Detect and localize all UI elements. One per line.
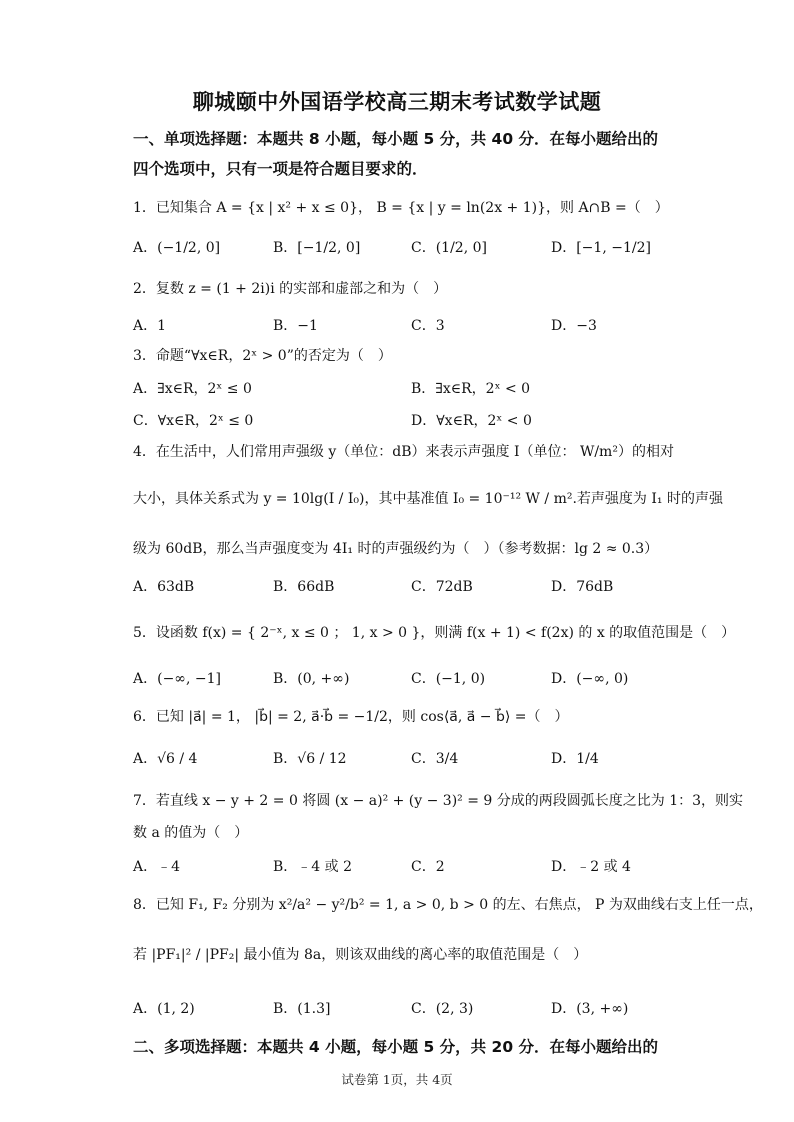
option-d: D．76dB	[551, 579, 614, 595]
section-1-heading	[133, 124, 678, 184]
option-a: A．(1, 2)	[133, 1001, 195, 1017]
option-c: C．(−1, 0)	[411, 671, 486, 687]
question-3-stem: 3．命题“∀x∈R，2ˣ > 0”的否定为（ ）	[133, 348, 392, 364]
question-1-stem: 1．已知集合 A = {x | x² + x ≤ 0}， B = {x | y = ln(2x + 1)}，则 A∩B =（ ）	[133, 200, 669, 216]
question-8-options	[133, 994, 678, 1024]
section-2-heading	[133, 1032, 678, 1062]
option-a: A．(−∞, −1]	[133, 671, 221, 687]
option-d: D．(−∞, 0)	[551, 671, 629, 687]
option-b: B．∃x∈R，2ˣ < 0	[411, 381, 531, 397]
option-c: C．∀x∈R，2ˣ ≤ 0	[133, 413, 254, 429]
option-c: C．3/4	[411, 751, 459, 767]
option-b: B．−1	[273, 318, 318, 334]
option-d: D．1/4	[551, 751, 599, 767]
option-b: B．(0, +∞)	[273, 671, 350, 687]
option-c: C．2	[411, 859, 445, 875]
question-4-stem-line-1: 4．在生活中，人们常用声强级 y（单位：dB）来表示声强度 I（单位： W/m²）的相对	[133, 444, 674, 460]
question-8-stem-line-2: 若 |PF₁|² / |PF₂| 最小值为 8a，则该双曲线的离心率的取值范围是（ ）	[133, 947, 588, 963]
question-6-stem: 6．已知 |a⃗| = 1， |b⃗| = 2, a⃗·b⃗ = −1/2，则 cos⟨a⃗, a⃗ − b⃗⟩ =（ ）	[133, 709, 569, 725]
page-title: 聊城颐中外国语学校高三期末考试数学试题	[192, 90, 602, 114]
option-d: D．∀x∈R，2ˣ < 0	[411, 413, 532, 429]
option-b: B．√6 / 12	[273, 751, 347, 767]
option-c: C．(2, 3)	[411, 1001, 474, 1017]
option-b: B．[−1/2, 0]	[273, 240, 361, 256]
question-7-options	[133, 852, 678, 882]
question-4-stem-line-2: 大小，具体关系式为 y = 10lg(I / I₀)，其中基准值 I₀ = 10⁻¹² W / m².若声强度为 I₁ 时的声强	[133, 491, 723, 507]
question-1-options	[133, 233, 678, 263]
question-2-options	[133, 311, 678, 341]
question-3-options-row-2	[133, 406, 678, 436]
option-c: C．3	[411, 318, 445, 334]
option-a: A．(−1/2, 0]	[133, 240, 221, 256]
question-7-stem-line-2: 数 a 的值为（ ）	[133, 825, 249, 841]
option-b: B．66dB	[273, 579, 335, 595]
question-6-options	[133, 744, 678, 774]
question-5-stem: 5．设函数 f(x) = { 2⁻ˣ, x ≤ 0 ； 1, x > 0 }，则满 f(x + 1) < f(2x) 的 x 的取值范围是（ ）	[133, 625, 736, 641]
option-c: C．(1/2, 0]	[411, 240, 487, 256]
question-8-stem-line-1: 8．已知 F₁, F₂ 分别为 x²/a² − y²/b² = 1, a > 0, b > 0 的左、右焦点， P 为双曲线右支上任一点，	[133, 897, 763, 913]
page-footer: 试卷第 1页，共 4页	[341, 1072, 453, 1087]
option-a: A．﹣4	[133, 859, 181, 875]
question-2-stem: 2．复数 z = (1 + 2i)i 的实部和虚部之和为（ ）	[133, 281, 448, 297]
option-d: D．﹣2 或 4	[551, 859, 631, 875]
option-b: B．(1.3]	[273, 1001, 331, 1017]
option-a: A．63dB	[133, 579, 195, 595]
option-d: D．(3, +∞)	[551, 1001, 629, 1017]
section-1-line-2: 四个选项中，只有一项是符合题目要求的．	[133, 160, 428, 178]
question-4-options	[133, 572, 678, 602]
option-a: A．∃x∈R，2ˣ ≤ 0	[133, 381, 252, 397]
option-a: A．1	[133, 318, 167, 334]
question-5-options	[133, 664, 678, 694]
section-2-line-1: 二、多项选择题：本题共 4 小题，每小题 5 分，共 20 分．在每小题给出的	[133, 1038, 659, 1056]
question-4-stem-line-3: 级为 60dB，那么当声强度变为 4I₁ 时的声强级约为（ ）（参考数据：lg 2 ≈ 0.3）	[133, 541, 659, 557]
question-3-options-row-1	[133, 374, 678, 404]
option-d: D．[−1, −1/2]	[551, 240, 651, 256]
option-b: B．﹣4 或 2	[273, 859, 353, 875]
section-1-line-1: 一、单项选择题：本题共 8 小题，每小题 5 分，共 40 分．在每小题给出的	[133, 130, 659, 148]
option-d: D．−3	[551, 318, 597, 334]
option-c: C．72dB	[411, 579, 473, 595]
option-a: A．√6 / 4	[133, 751, 198, 767]
question-7-stem-line-1: 7．若直线 x − y + 2 = 0 将圆 (x − a)² + (y − 3)² = 9 分成的两段圆弧长度之比为 1：3，则实	[133, 793, 744, 809]
